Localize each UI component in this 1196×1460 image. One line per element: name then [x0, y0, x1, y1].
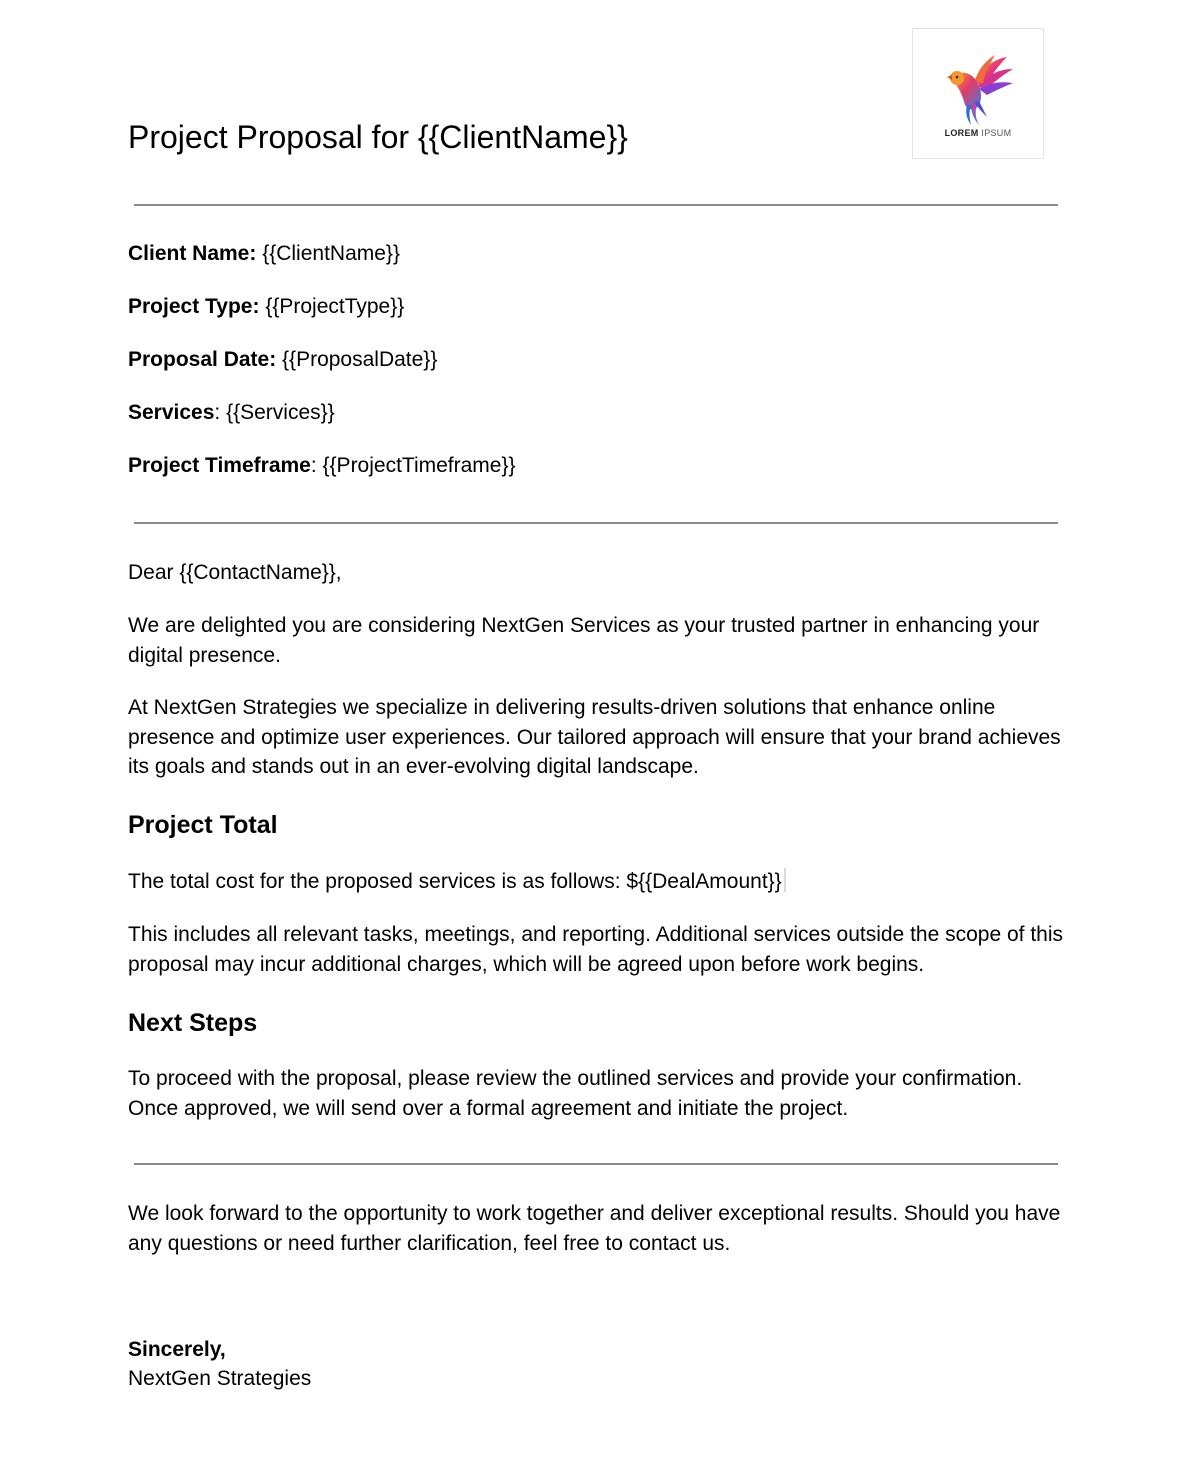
signature: NextGen Strategies [128, 1367, 312, 1390]
intro-paragraph: We are delighted you are considering NextGen Services as your trusted partner in enhancing your digital presence. [128, 614, 1040, 667]
cost-details: This includes all relevant tasks, meetings, and reporting. Additional services outside the scope of this proposal may incur additional charges, which will be agreed upon before work begins. [128, 923, 1064, 976]
greeting: Dear {{ContactName}}, [128, 561, 342, 584]
field-label: Services [128, 401, 215, 424]
logo-brand-light: IPSUM [981, 128, 1012, 138]
field-project-timeframe [128, 452, 516, 480]
divider [134, 204, 1058, 206]
text-cursor [784, 868, 786, 892]
page-title: Project Proposal for {{ClientName}} [128, 119, 628, 155]
cost-line [128, 867, 1063, 897]
field-project-type [128, 293, 404, 321]
intro-paragraph: At NextGen Strategies we specialize in delivering results-driven solutions that enhance online presence and optimize user experiences. Our tailored approach will ensure that your brand achieves its goals and stands out in an ever-evolving digital landscape. [128, 696, 1061, 778]
field-services [128, 399, 335, 427]
field-label: Project Timeframe [128, 454, 311, 477]
field-proposal-date [128, 346, 437, 374]
field-label: Proposal Date: [128, 348, 277, 371]
cost-line-text: The total cost for the proposed services is as follows: ${{DealAmount}} [128, 870, 782, 893]
logo-brand-bold: LOREM [944, 128, 979, 138]
field-value: {{ProposalDate}} [276, 348, 438, 371]
field-value: : {{Services}} [214, 401, 335, 424]
field-value: {{ProjectType}} [259, 295, 405, 318]
colorful-bird-icon [941, 51, 1017, 127]
field-value: {{ClientName}} [256, 242, 400, 265]
field-label: Client Name: [128, 242, 257, 265]
closing-paragraph: We look forward to the opportunity to work together and deliver exceptional results. Should you have any questions or need further clarification, feel free to contact us. [128, 1202, 1061, 1255]
company-logo [912, 28, 1044, 159]
divider [134, 522, 1058, 524]
divider [134, 1163, 1058, 1165]
signoff: Sincerely, [128, 1338, 226, 1361]
section-heading-next-steps: Next Steps [128, 1009, 258, 1037]
field-client-name [128, 240, 400, 268]
field-label: Project Type: [128, 295, 260, 318]
logo-text [913, 128, 1043, 138]
section-heading-project-total: Project Total [128, 811, 278, 839]
next-steps-text: To proceed with the proposal, please review the outlined services and provide your confirmation. Once approved, we will send over a formal agreement and initiate the project. [128, 1067, 1023, 1120]
field-value: : {{ProjectTimeframe}} [310, 454, 516, 477]
